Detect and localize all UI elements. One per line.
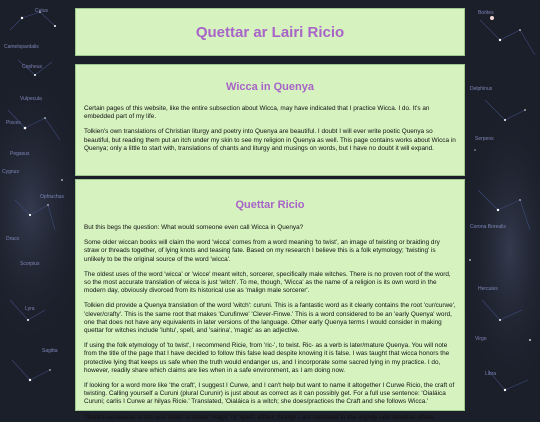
svg-text:Draco: Draco [6,236,20,242]
section-heading: Quettar Ricio [235,199,305,211]
svg-text:Hercules: Hercules [478,286,498,292]
svg-text:Cygnus: Cygnus [2,169,19,175]
svg-text:Lyra: Lyra [25,306,35,312]
wicca-in-quenya-section [75,64,465,176]
section-heading: Wicca in Quenya [226,81,314,93]
page-title: Quettar ar Lairi Ricio [195,23,345,41]
svg-text:Virgo: Virgo [475,336,487,342]
paragraph: Tolkien's own translations of Christian liturgy and poetry into Quenya are beautiful. I doubt I will ever write poetic Quenya so beautiful, but reading them put an itch under my skin to see my religion in Quenya as well. This page contains works about Wicca in Quenya; only a little to start with, translations of chants and liturgy and musings on words, but I have no doubt it will expand. [84,128,456,152]
svg-text:Boötes: Boötes [478,10,494,16]
svg-text:Sagitta: Sagitta [42,348,58,354]
paragraph: Certain pages of this website, like the entire subsection about Wicca, may have indicated that I practice Wicca. I do. It's an embedded part of my life. [84,105,430,121]
svg-text:Serpens: Serpens [475,136,494,142]
svg-text:Pisces: Pisces [6,120,21,126]
svg-text:Cetus: Cetus [35,8,49,14]
paragraph: If looking for a word more like 'the craft', I suggest I Curwe, and I can't help but want to name it altogether I Curwe Ricio, the craft of twisting. Calling yourself a Curuni (plural Curunir) is just about as correct as it can possibly get. For a full use sentence: 'Oialáica Curuni; carlis I Curwe ar hilyas Ricie.' Translated, 'Oialáica is a witch; she does/practices the Craft and she follows Wicca.' [84,382,455,406]
svg-text:Camelopardalis: Camelopardalis [4,44,39,50]
paragraph: But this begs the question: What would someone even call Wicca in Quenya? [84,224,304,231]
svg-text:Scorpius: Scorpius [20,261,40,267]
svg-text:Libra: Libra [485,371,497,377]
quettar-ricio-section [75,179,465,421]
svg-text:Vulpecula: Vulpecula [20,96,42,102]
svg-text:Corona Borealis: Corona Borealis [470,224,506,230]
paragraph: There's no reason to not use 'luhtu' to mean 'magic' or 'spell', either, though I am someone in the slightly odd situation where [84,413,435,421]
page-header [75,8,465,56]
svg-text:Ophiuchus: Ophiuchus [40,194,64,200]
svg-text:Cepheus: Cepheus [22,64,43,70]
paragraph: The oldest uses of the word 'wicca' or 'wicce' meant witch, sorcerer, specifically male witches. There is no proven root of the word, so the most accurate translation of wicca is just 'witch'. To me, though, 'Wicca' as the name of a religion is its own word in the modern day, obviously divorced from its historical use as 'malign male sorcerer'. [84,270,451,295]
svg-text:Pegasus: Pegasus [10,151,30,157]
paragraph: Tolkien did provide a Quenya translation of the word 'witch': curuni. This is a fantastic word as it clearly contains the root 'cur/curwe', 'clever/crafty'. This is the same root that makes 'Curufinwe' 'Clever-Finwe.' This is a word considered to be an 'early Quenya' word, one that does not have any equivalents in later versions of the language. Other early Quenya terms I would consider in making quettar for witches include 'luhtu', spell, and 'sairina', 'magic' as an adjective. [84,302,456,335]
paragraph: Some older wiccan books will claim the word 'wicca' comes from a word meaning 'to twist', an image of twisting or braiding dry straw or threads together, of lying knots and teasing fate. Based on my research I believe this is a folk etymology; 'twisting' is unlikely to be the original source of the word 'wicca'. [84,239,440,263]
paragraph: If using the folk etymology of 'to twist', I recommend Ricie, from 'ric-', to twist. Ric- as a verb is later/mature Quenya. You will note from the title of the page that I have decided to follow this false lead despite knowing it is false. I was taught that wicca honors the protective lying that keeps us safe when the truth would endanger us, and I incorporate some sacred lying in my practice. I do, however, readily share which claims are lies when in a safe environment, as I am doing now. [84,342,450,374]
svg-text:Delphinus: Delphinus [470,86,493,92]
